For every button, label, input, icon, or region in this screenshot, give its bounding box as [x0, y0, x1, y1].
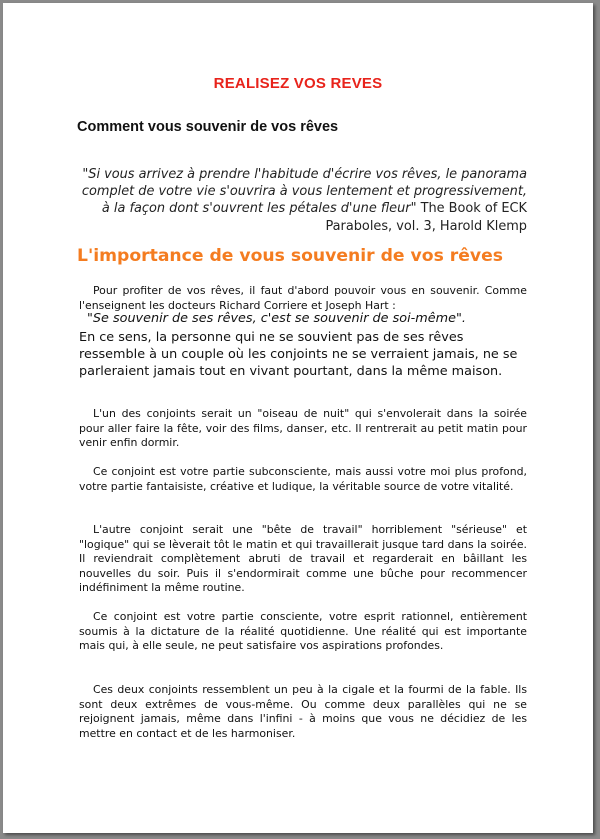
intro-paragraph: Pour profiter de vos rêves, il faut d'abord pouvoir vous en souvenir. Comme l'enseignent les docteurs Richard Corriere et Joseph Hart : — [79, 284, 527, 312]
quote-attribution: The Book of ECK Paraboles, vol. 3, Harold Klemp — [325, 201, 527, 234]
body-paragraph-3: L'autre conjoint serait une "bête de travail" horriblement "sérieuse" et "logique" qui se lèverait tôt le matin et qui travaillerait jusque tard dans la soirée. Il reviendrait complètement abruti de travail et regarderait en bâillant les nouvelles du soir. Puis il s'endormirait comme une bûche pour recommencer indéfiniment la même routine. — [79, 523, 527, 595]
document-title: REALISEZ VOS REVES — [213, 75, 383, 92]
quote-text: "Si vous arrivez à prendre l'habitude d'écrire vos rêves, le panorama complet de votre vie s'ouvrira à vous lentement et progressivement, à la façon dont s'ouvrent les pétales d'une fleur" — [81, 167, 527, 217]
epigraph-quote — [79, 166, 527, 235]
intro-quote: "Se souvenir de ses rêves, c'est se souvenir de soi-même". — [87, 311, 466, 326]
document-subtitle: Comment vous souvenir de vos rêves — [77, 119, 339, 135]
body-paragraph-5: Ces deux conjoints ressemblent un peu à la cigale et la fourmi de la fable. Ils sont deux extrêmes de vous-même. Ou comme deux parallèles qui ne se rejoignent jamais, même dans l'infini - à moins que vous ne décidiez de les mettre en contact et de les harmoniser. — [79, 683, 527, 740]
body-paragraph-4: Ce conjoint est votre partie consciente, votre esprit rationnel, entièrement soumis à la dictature de la réalité quotidienne. Une réalité qui est importante mais qui, à elle seule, ne peut satisfaire vos aspirations profondes. — [79, 610, 527, 653]
intro-continued: En ce sens, la personne qui ne se souvient pas de ses rêves ressemble à un couple où les conjoints ne se verraient jamais, ne se parleraient jamais tout en vivant pourtant, dans la même maison. — [79, 330, 518, 379]
document-page — [3, 3, 593, 833]
body-paragraph-2: Ce conjoint est votre partie subconsciente, mais aussi votre moi plus profond, votre partie fantaisiste, créative et ludique, la véritable source de votre vitalité. — [79, 465, 527, 493]
body-paragraph-1: L'un des conjoints serait un "oiseau de nuit" qui s'envolerait dans la soirée pour aller faire la fête, voir des films, danser, etc. Il rentrerait au petit matin pour venir enfin dormir. — [79, 407, 527, 450]
section-heading: L'importance de vous souvenir de vos rêves — [77, 246, 504, 266]
